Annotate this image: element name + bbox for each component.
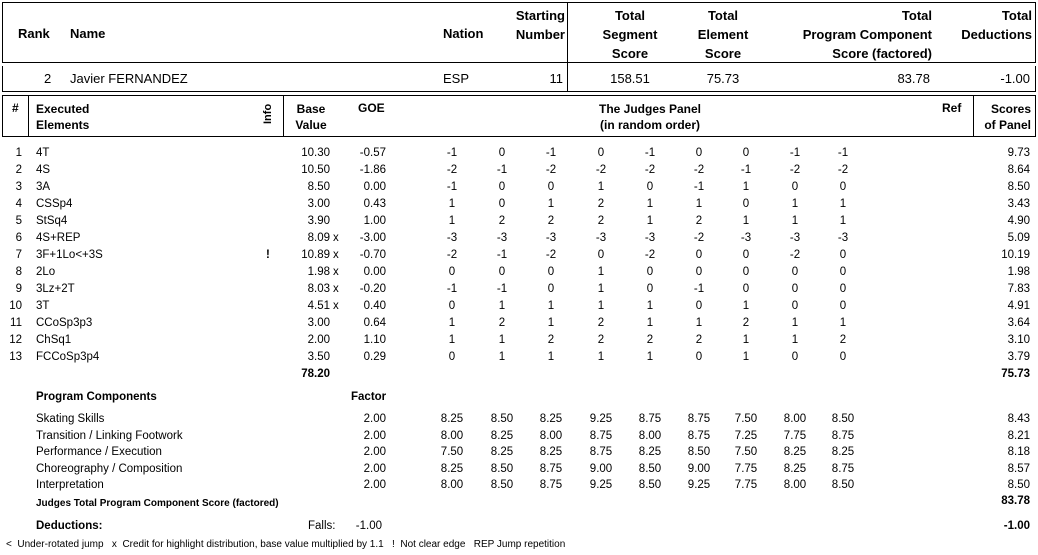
skater-nation: ESP: [443, 71, 470, 86]
judge-goe: 1: [498, 351, 506, 363]
judge-goe: 1: [547, 198, 555, 210]
judge-goe: 0: [547, 266, 555, 278]
component-factor: 2.00: [363, 413, 386, 425]
judge-goe: -1: [446, 181, 458, 193]
element-name: ChSq1: [36, 334, 72, 346]
component-name: Interpretation: [36, 479, 104, 491]
judge-goe: -1: [496, 249, 508, 261]
judge-goe: -2: [789, 164, 801, 176]
judge-goe: 0: [839, 266, 847, 278]
total-element-score-header: Total Element Score: [697, 8, 749, 61]
judge-goe: -2: [693, 164, 705, 176]
element-number: 6: [15, 232, 22, 244]
judge-mark: 8.25: [490, 446, 514, 458]
judge-goe: 0: [646, 181, 654, 193]
element-goe: 0.00: [363, 266, 386, 278]
element-base-value: 8.09: [307, 232, 330, 244]
judge-goe: 1: [839, 198, 847, 210]
judge-mark: 8.75: [687, 430, 711, 442]
judge-goe: 0: [597, 147, 605, 159]
judge-mark: 8.25: [440, 463, 464, 475]
judge-goe: 1: [839, 317, 847, 329]
element-score: 8.64: [1007, 164, 1030, 176]
element-goe: 0.00: [363, 181, 386, 193]
judge-mark: 8.75: [831, 430, 855, 442]
element-score: 3.79: [1007, 351, 1030, 363]
element-x-flag: x: [333, 300, 339, 312]
judge-goe: 2: [695, 334, 703, 346]
judge-mark: 8.00: [539, 430, 563, 442]
judge-goe: 0: [791, 351, 799, 363]
component-name: Choreography / Composition: [36, 463, 183, 475]
judge-mark: 8.50: [490, 413, 514, 425]
element-x-flag: x: [333, 249, 339, 261]
judge-goe: 0: [547, 181, 555, 193]
judge-mark: 9.25: [589, 413, 613, 425]
judge-goe: 0: [839, 300, 847, 312]
element-score: 9.73: [1007, 147, 1030, 159]
judge-mark: 8.25: [638, 446, 662, 458]
element-name: CCoSp3p3: [36, 317, 93, 329]
judge-mark: 9.25: [589, 479, 613, 491]
judge-goe: 1: [448, 215, 456, 227]
judge-mark: 7.25: [734, 430, 758, 442]
judge-goe: 1: [547, 351, 555, 363]
judge-goe: -1: [545, 147, 557, 159]
element-goe: -0.20: [359, 283, 386, 295]
judge-goe: 0: [791, 181, 799, 193]
judge-goe: -3: [740, 232, 752, 244]
judge-goe: -3: [837, 232, 849, 244]
judge-mark: 8.00: [783, 479, 807, 491]
element-goe: 0.29: [363, 351, 386, 363]
judge-mark: 8.50: [490, 463, 514, 475]
judge-mark: 9.00: [589, 463, 613, 475]
judge-goe: 1: [791, 198, 799, 210]
element-base-value: 3.00: [307, 317, 330, 329]
element-goe: -3.00: [359, 232, 386, 244]
base-value-header: Base Value: [295, 102, 327, 132]
component-factor: 2.00: [363, 479, 386, 491]
judge-goe: 0: [695, 147, 703, 159]
judge-mark: 8.00: [440, 430, 464, 442]
footnote-legend: < Under-rotated jump x Credit for highlight distribution, base value multiplied by 1.1 ! Not clear edge REP Jump repetition: [6, 539, 566, 550]
judge-goe: 0: [448, 266, 456, 278]
executed-elements-header: Executed Elements: [36, 102, 90, 132]
element-score: 3.43: [1007, 198, 1030, 210]
element-base-value: 2.00: [307, 334, 330, 346]
judge-goe: -1: [693, 283, 705, 295]
judge-mark: 9.00: [687, 463, 711, 475]
element-base-value: 10.50: [301, 164, 330, 176]
element-base-value: 10.89: [301, 249, 330, 261]
name-header: Name: [70, 26, 106, 41]
judge-goe: 0: [695, 300, 703, 312]
element-goe: -0.57: [359, 147, 386, 159]
judge-goe: 0: [742, 249, 750, 261]
elements-num-header: #: [12, 101, 19, 115]
total-segment-score-header: Total Segment Score: [602, 8, 658, 61]
judge-goe: -3: [545, 232, 557, 244]
judge-mark: 8.25: [783, 446, 807, 458]
judge-mark: 8.75: [638, 413, 662, 425]
element-number: 13: [9, 351, 22, 363]
judge-goe: 1: [742, 215, 750, 227]
judge-goe: 0: [742, 283, 750, 295]
judge-goe: 1: [695, 198, 703, 210]
component-score: 8.43: [1007, 413, 1030, 425]
component-name: Performance / Execution: [36, 446, 162, 458]
element-base-value: 3.50: [307, 351, 330, 363]
judge-goe: -1: [837, 147, 849, 159]
judge-mark: 9.25: [687, 479, 711, 491]
judge-goe: 0: [742, 147, 750, 159]
element-number: 12: [9, 334, 22, 346]
judge-goe: -2: [837, 164, 849, 176]
element-name: 3A: [36, 181, 51, 193]
judge-mark: 8.50: [490, 479, 514, 491]
total-deductions-header: Total Deductions: [961, 8, 1032, 42]
element-number: 10: [9, 300, 22, 312]
judge-mark: 8.50: [638, 463, 662, 475]
falls-value: -1.00: [355, 520, 382, 532]
judge-goe: 1: [695, 317, 703, 329]
judge-goe: 2: [597, 317, 605, 329]
deductions-total: -1.00: [1003, 520, 1030, 532]
component-factor: 2.00: [363, 446, 386, 458]
judge-mark: 8.75: [539, 479, 563, 491]
component-score: 8.50: [1007, 479, 1030, 491]
judge-goe: 1: [742, 300, 750, 312]
judge-goe: 0: [839, 351, 847, 363]
total-pcs-header: Total Program Component Score (factored): [802, 8, 932, 61]
judge-mark: 8.25: [783, 463, 807, 475]
judge-mark: 8.75: [687, 413, 711, 425]
judge-goe: 0: [646, 283, 654, 295]
scores-of-panel-header: Scores of Panel: [984, 102, 1031, 132]
judge-mark: 8.75: [589, 430, 613, 442]
elements-header-box: [2, 95, 1036, 137]
judge-mark: 7.50: [734, 413, 758, 425]
judge-goe: 1: [791, 215, 799, 227]
component-score: 8.57: [1007, 463, 1030, 475]
skater-tes: 75.73: [706, 71, 740, 86]
judge-goe: 2: [498, 317, 506, 329]
judge-goe: 1: [448, 198, 456, 210]
judge-goe: 1: [448, 317, 456, 329]
component-factor: 2.00: [363, 430, 386, 442]
element-base-value: 3.90: [307, 215, 330, 227]
element-score: 3.64: [1007, 317, 1030, 329]
element-base-value: 8.50: [307, 181, 330, 193]
judge-goe: -3: [496, 232, 508, 244]
nation-header: Nation: [443, 26, 484, 41]
element-goe: 0.40: [363, 300, 386, 312]
element-name: CSSp4: [36, 198, 73, 210]
element-score: 4.90: [1007, 215, 1030, 227]
judge-goe: 0: [448, 300, 456, 312]
judge-mark: 8.50: [638, 479, 662, 491]
judge-mark: 8.75: [539, 463, 563, 475]
judge-goe: 1: [646, 317, 654, 329]
judge-goe: -2: [545, 249, 557, 261]
judge-goe: 1: [597, 283, 605, 295]
judge-mark: 8.25: [831, 446, 855, 458]
skater-name: Javier FERNANDEZ: [70, 71, 188, 86]
judge-goe: -1: [446, 147, 458, 159]
judge-mark: 7.50: [734, 446, 758, 458]
judge-goe: 0: [839, 181, 847, 193]
element-goe: -0.70: [359, 249, 386, 261]
element-goe: 1.10: [363, 334, 386, 346]
element-base-value: 8.03: [307, 283, 330, 295]
judge-goe: 1: [498, 300, 506, 312]
element-number: 4: [15, 198, 22, 210]
judge-mark: 8.75: [831, 463, 855, 475]
judge-goe: 1: [646, 300, 654, 312]
judge-goe: 0: [646, 266, 654, 278]
judges-panel-header: The Judges Panel (in random order): [598, 102, 702, 132]
judge-goe: -2: [644, 164, 656, 176]
judge-goe: 1: [839, 215, 847, 227]
element-score: 5.09: [1007, 232, 1030, 244]
judge-goe: 1: [547, 317, 555, 329]
judge-goe: -1: [644, 147, 656, 159]
judge-goe: 0: [498, 198, 506, 210]
judge-goe: 0: [498, 266, 506, 278]
judge-goe: 2: [597, 334, 605, 346]
judge-goe: 2: [498, 215, 506, 227]
element-score: 10.19: [1001, 249, 1030, 261]
skater-starting-number: 11: [549, 71, 563, 86]
judge-mark: 7.75: [783, 430, 807, 442]
judge-mark: 8.00: [638, 430, 662, 442]
judge-goe: 0: [839, 283, 847, 295]
judge-goe: -2: [446, 249, 458, 261]
judge-goe: 2: [547, 215, 555, 227]
skater-pcs: 83.78: [897, 71, 930, 86]
component-name: Skating Skills: [36, 413, 105, 425]
element-name: 4S+REP: [36, 232, 81, 244]
judge-mark: 8.25: [539, 413, 563, 425]
pcs-total-label: Judges Total Program Component Score (factored): [36, 498, 279, 509]
element-number: 2: [15, 164, 22, 176]
skater-deductions: -1.00: [1000, 71, 1030, 86]
judge-goe: 0: [547, 283, 555, 295]
element-x-flag: x: [333, 232, 339, 244]
skater-rank: 2: [44, 71, 52, 86]
judge-goe: -1: [446, 283, 458, 295]
judge-goe: 1: [791, 334, 799, 346]
element-number: 8: [15, 266, 22, 278]
judge-goe: 1: [547, 300, 555, 312]
pcs-total-value: 83.78: [1001, 495, 1030, 507]
judge-goe: 0: [791, 266, 799, 278]
starting-number-header: Starting Number: [515, 8, 565, 42]
judge-goe: 2: [695, 215, 703, 227]
judge-goe: -3: [789, 232, 801, 244]
element-score: 4.91: [1007, 300, 1030, 312]
element-info: !: [266, 249, 270, 261]
info-header: Info: [262, 103, 274, 124]
judge-goe: 1: [646, 351, 654, 363]
judge-goe: 0: [839, 249, 847, 261]
element-base-value: 4.51: [307, 300, 330, 312]
judge-goe: 1: [597, 351, 605, 363]
judge-mark: 7.75: [734, 463, 758, 475]
goe-header: GOE: [358, 101, 385, 115]
judge-goe: 1: [597, 300, 605, 312]
factor-header: Factor: [351, 391, 387, 403]
element-goe: 1.00: [363, 215, 386, 227]
judge-goe: 0: [695, 249, 703, 261]
element-name: 4S: [36, 164, 51, 176]
judge-mark: 8.75: [589, 446, 613, 458]
judge-goe: 1: [597, 266, 605, 278]
element-number: 5: [15, 215, 22, 227]
element-number: 9: [15, 283, 22, 295]
judge-goe: 2: [839, 334, 847, 346]
judge-goe: 0: [791, 300, 799, 312]
element-name: 3F+1Lo<+3S: [36, 249, 103, 261]
judge-goe: 0: [695, 351, 703, 363]
judge-goe: -3: [644, 232, 656, 244]
judge-goe: -1: [693, 181, 705, 193]
judge-mark: 8.50: [687, 446, 711, 458]
judge-goe: -1: [496, 164, 508, 176]
component-score: 8.21: [1007, 430, 1030, 442]
element-base-value: 3.00: [307, 198, 330, 210]
judge-goe: 0: [498, 181, 506, 193]
judge-goe: -2: [644, 249, 656, 261]
judge-goe: -2: [595, 164, 607, 176]
element-score: 7.83: [1007, 283, 1030, 295]
judge-goe: 2: [597, 198, 605, 210]
rank-header: Rank: [18, 26, 50, 41]
element-x-flag: x: [333, 266, 339, 278]
ref-header: Ref: [942, 101, 962, 115]
judge-mark: 8.25: [490, 430, 514, 442]
judge-goe: 1: [448, 334, 456, 346]
judge-goe: 1: [742, 181, 750, 193]
judge-goe: -3: [595, 232, 607, 244]
element-score: 8.50: [1007, 181, 1030, 193]
judge-goe: 1: [742, 351, 750, 363]
element-x-flag: x: [333, 283, 339, 295]
judge-goe: 2: [646, 334, 654, 346]
judge-goe: -1: [789, 147, 801, 159]
component-name: Transition / Linking Footwork: [36, 430, 183, 442]
judge-goe: 0: [742, 198, 750, 210]
element-goe: 0.64: [363, 317, 386, 329]
element-name: StSq4: [36, 215, 68, 227]
judge-goe: -1: [740, 164, 752, 176]
judge-goe: 1: [646, 215, 654, 227]
component-score: 8.18: [1007, 446, 1030, 458]
judge-goe: 0: [742, 266, 750, 278]
element-name: 3Lz+2T: [36, 283, 75, 295]
element-number: 7: [15, 249, 22, 261]
element-number: 1: [15, 147, 22, 159]
elements-score-total: 75.73: [1001, 368, 1030, 380]
judge-goe: -3: [446, 232, 458, 244]
judge-goe: -2: [446, 164, 458, 176]
judge-goe: 0: [448, 351, 456, 363]
judge-goe: 1: [791, 317, 799, 329]
judge-goe: 0: [597, 249, 605, 261]
judge-goe: 0: [498, 147, 506, 159]
element-base-value: 10.30: [301, 147, 330, 159]
element-score: 3.10: [1007, 334, 1030, 346]
element-name: 3T: [36, 300, 50, 312]
judge-goe: 1: [742, 334, 750, 346]
element-goe: -1.86: [359, 164, 386, 176]
element-name: 4T: [36, 147, 50, 159]
falls-label: Falls:: [308, 520, 336, 532]
judge-mark: 7.50: [440, 446, 464, 458]
element-number: 11: [10, 317, 22, 329]
deductions-label: Deductions:: [36, 520, 103, 532]
element-name: FCCoSp3p4: [36, 351, 100, 363]
element-score: 1.98: [1007, 266, 1030, 278]
judge-goe: -2: [693, 232, 705, 244]
judge-mark: 8.50: [831, 413, 855, 425]
element-name: 2Lo: [36, 266, 56, 278]
judge-goe: 1: [646, 198, 654, 210]
judge-goe: 1: [597, 181, 605, 193]
component-factor: 2.00: [363, 463, 386, 475]
element-number: 3: [15, 181, 22, 193]
judge-goe: 1: [498, 334, 506, 346]
judge-goe: 2: [597, 215, 605, 227]
judge-goe: 2: [547, 334, 555, 346]
judge-mark: 8.00: [783, 413, 807, 425]
element-goe: 0.43: [363, 198, 386, 210]
judge-mark: 8.25: [539, 446, 563, 458]
judge-mark: 7.75: [734, 479, 758, 491]
element-base-value: 1.98: [307, 266, 330, 278]
judge-goe: 2: [742, 317, 750, 329]
judge-goe: 0: [695, 266, 703, 278]
judge-goe: 0: [791, 283, 799, 295]
judge-goe: -2: [545, 164, 557, 176]
skater-tss: 158.51: [610, 71, 650, 86]
program-components-title: Program Components: [36, 391, 157, 403]
judge-goe: -2: [789, 249, 801, 261]
elements-base-total: 78.20: [301, 368, 330, 380]
judge-mark: 8.25: [440, 413, 464, 425]
judge-goe: -1: [496, 283, 508, 295]
judge-mark: 8.00: [440, 479, 464, 491]
judge-mark: 8.50: [831, 479, 855, 491]
